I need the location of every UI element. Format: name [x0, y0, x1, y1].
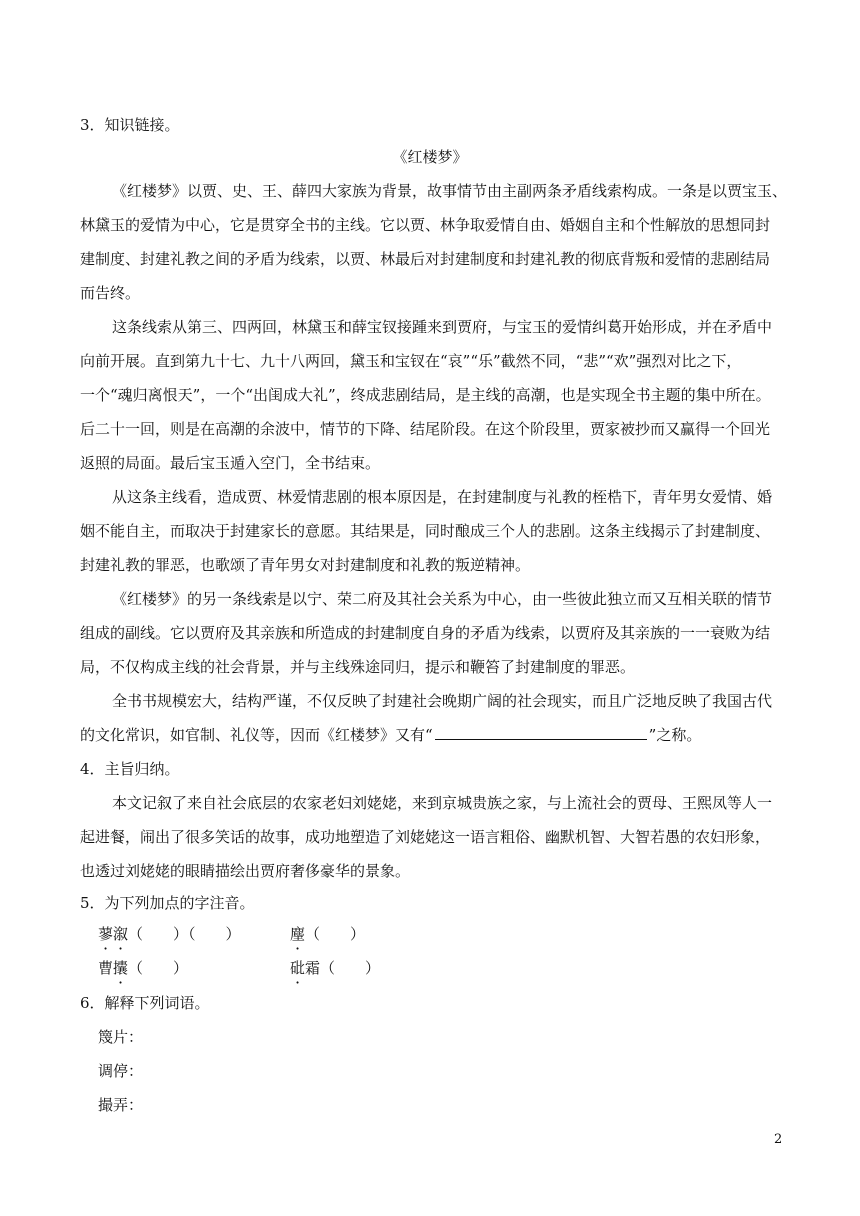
paragraph-5-line-1: 全书书规模宏大，结构严谨，不仅反映了封建社会晚期广阔的社会现实，而且广泛地反映了我国古代	[112, 692, 773, 710]
summary-line-3: 也透过刘姥姥的眼睛描绘出贾府奢侈豪华的景象。	[80, 862, 411, 880]
summary-line-1: 本文记叙了来自社会底层的农家老妇刘姥姥，来到京城贵族之家，与上流社会的贾母、王熙凤等人一	[112, 794, 773, 812]
answer-parentheses[interactable]: （ ）	[320, 959, 381, 977]
article-title: 《红楼梦》	[392, 148, 468, 166]
summary-line-2: 起进餐，闹出了很多笑话的故事，成功地塑造了刘姥姥这一语言粗俗、幽默机智、大智若愚的农妇形象，	[80, 828, 771, 846]
plain-char: 曹	[98, 959, 114, 977]
term-2: 调停：	[98, 1062, 144, 1080]
dotted-char: 麈	[290, 925, 306, 943]
paragraph-1-line-1: 《红楼梦》以贾、史、王、薛四大家族为背景，故事情节由主副两条矛盾线索构成。一条是以贾宝玉、	[112, 182, 788, 200]
paragraph-3-line-1: 从这条主线看，造成贾、林爱情悲剧的根本原因是，在封建制度与礼教的桎梏下，青年男女爱情、婚	[112, 488, 773, 506]
paragraph-5-line-2	[80, 725, 701, 745]
paragraph-4-line-3: 局，不仅构成主线的社会背景，并与主线殊途同归，提示和鞭笞了封建制度的罪恶。	[80, 658, 636, 676]
term-1: 篾片：	[98, 1028, 144, 1046]
paragraph-3-line-3: 封建礼教的罪恶，也歌颂了青年男女对封建制度和礼教的叛逆精神。	[80, 556, 531, 574]
paragraph-2-line-5: 返照的局面。最后宝玉遁入空门，全书结束。	[80, 454, 381, 472]
dotted-char: 蓼	[98, 925, 114, 943]
fill-blank-prefix: 的文化常识，如官制、礼仪等，因而《红楼梦》又有“	[80, 726, 433, 744]
answer-parentheses[interactable]: （ ）（ ）	[128, 925, 241, 943]
pinyin-item-1	[98, 924, 241, 944]
paragraph-2-line-1: 这条线索从第三、四两回，林黛玉和薛宝钗接踵来到贾府，与宝玉的爱情纠葛开始形成，并在矛盾中	[112, 318, 773, 336]
paragraph-1-line-2: 林黛玉的爱情为中心，它是贯穿全书的主线。它以贾、林争取爱情自由、婚姻自主和个性解放的思想同封	[80, 216, 771, 234]
dotted-char: 攮	[113, 959, 129, 977]
paragraph-1-line-3: 建制度、封建礼教之间的矛盾为线索，以贾、林最后对封建制度和封建礼教的彻底背叛和爱情的悲剧结局	[80, 250, 771, 268]
answer-parentheses[interactable]: （ ）	[305, 925, 366, 943]
dotted-char: 溆	[113, 925, 129, 943]
paragraph-2-line-4: 后二十一回，则是在高潮的余波中，情节的下降、结尾阶段。在这个阶段里，贾家被抄而又赢得一个回光	[80, 420, 771, 438]
dotted-char: 砒	[290, 959, 306, 977]
paragraph-1-line-4: 而告终。	[80, 284, 141, 302]
paragraph-4-line-2: 组成的副线。它以贾府及其亲族和所造成的封建制度自身的矛盾为线索，以贾府及其亲族的一一衰败为结	[80, 624, 771, 642]
section-5-heading: 5．为下列加点的字注音。	[80, 894, 255, 912]
section-3-heading: 3．知识链接。	[80, 116, 180, 134]
pinyin-item-2	[290, 924, 365, 944]
answer-blank[interactable]	[435, 725, 647, 740]
pinyin-item-4	[290, 958, 380, 978]
term-3: 撮弄：	[98, 1096, 144, 1114]
paragraph-4-line-1: 《红楼梦》的另一条线索是以宁、荣二府及其社会关系为中心，由一些彼此独立而又互相关联的情节	[112, 590, 773, 608]
paragraph-2-line-2: 向前开展。直到第九十七、九十八两回，黛玉和宝钗在“哀”“乐”截然不同，“悲”“欢”强烈对比之下，	[80, 352, 742, 370]
plain-char: 霜	[305, 959, 321, 977]
section-6-heading: 6．解释下列词语。	[80, 994, 210, 1012]
paragraph-3-line-2: 姻不能自主，而取决于封建家长的意愿。其结果是，同时酿成三个人的悲剧。这条主线揭示了封建制度、	[80, 522, 771, 540]
page-number: 2	[774, 1132, 783, 1147]
section-4-heading: 4．主旨归纳。	[80, 760, 180, 778]
pinyin-item-3	[98, 958, 188, 978]
fill-blank-suffix: ”之称。	[648, 726, 702, 744]
paragraph-2-line-3: 一个“魂归离恨天”，一个“出闺成大礼”，终成悲剧结局，是主线的高潮，也是实现全书主题的集中所在。	[80, 386, 771, 404]
answer-parentheses[interactable]: （ ）	[128, 959, 189, 977]
